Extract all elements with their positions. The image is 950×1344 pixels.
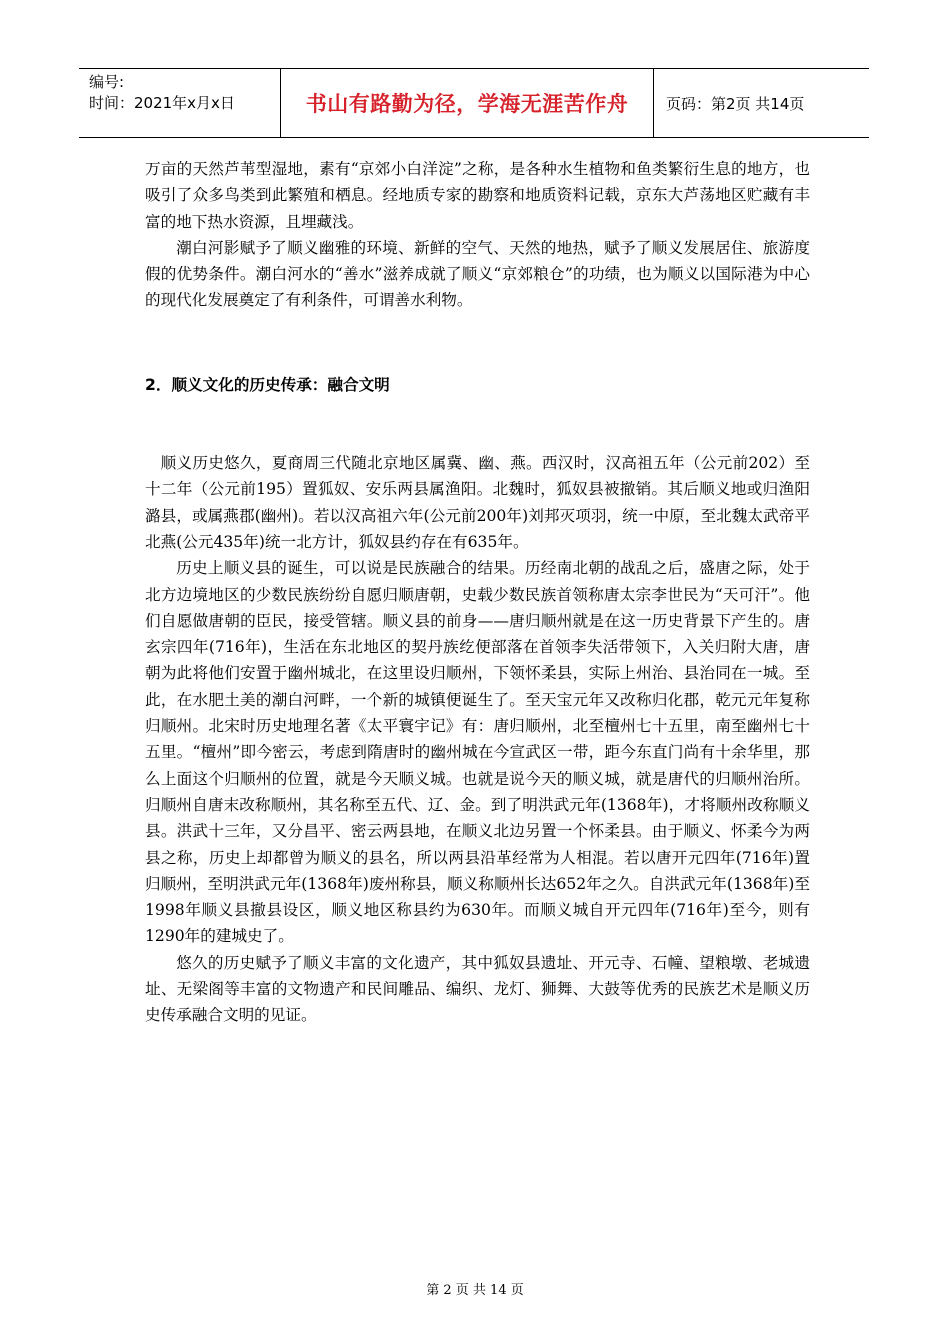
page-header <box>79 68 869 138</box>
header-page-label: 页码：第2页 共14页 <box>666 94 805 113</box>
paragraph-2: 潮白河影赋予了顺义幽雅的环境、新鲜的空气、天然的地热，赋予了顺义发展居住、旅游度假的优势条件。潮白河水的“善水”滋养成就了顺义“京郊粮仓”的功绩，也为顺义以国际港为中心的现代化发展奠定了有利条件，可谓善水利物。 <box>145 238 810 310</box>
paragraph-5: 悠久的历史赋予了顺义丰富的文化遗产，其中狐奴县遗址、开元寺、石幢、望粮墩、老城遗址、无梁阁等丰富的文物遗产和民间雕品、编织、龙灯、狮舞、大鼓等优秀的民族艺术是顺义历史传承融合文明的见证。 <box>145 953 810 1025</box>
paragraph-1: 万亩的天然芦苇型湿地，素有“京郊小白洋淀”之称，是各种水生植物和鱼类繁衍生息的地方，也吸引了众多鸟类到此繁殖和栖息。经地质专家的勘察和地质资料记载，京东大芦荡地区贮藏有丰富的地下热水资源，且埋藏浅。 <box>145 160 810 231</box>
document-body <box>145 156 810 1029</box>
document-time-label: 时间：2021年x月x日 <box>89 94 235 112</box>
paragraph-3: 顺义历史悠久，夏商周三代随北京地区属冀、幽、燕。西汉时，汉高祖五年（公元前202）至十二年（公元前195）置狐奴、安乐两县属渔阳。北魏时，狐奴县被撤销。其后顺义地或归渔阳潞县，或属燕郡(幽州)。若以汉高祖六年(公元前200年)刘邦灭项羽，统一中原，至北魏太武帝平北燕(公元435年)统一北方计，狐奴县约存在有635年。 <box>145 454 810 551</box>
paragraph-4: 历史上顺义县的诞生，可以说是民族融合的结果。历经南北朝的战乱之后，盛唐之际，处于北方边境地区的少数民族纷纷自愿归顺唐朝，史载少数民族首领称唐太宗李世民为“天可汗”。他们自愿做唐朝的臣民，接受管辖。顺义县的前身——唐归顺州就是在这一历史背景下产生的。唐玄宗四年(716年)，生活在东北地区的契丹族纥便部落在首领李失活带领下，入关归附大唐，唐朝为此将他们安置于幽州城北，在这里设归顺州，下领怀柔县，实际上州治、县治同在一城。至此，在水肥土美的潮白河畔，一个新的城镇便诞生了。至天宝元年又改称归化郡，乾元元年复称归顺州。北宋时历史地理名著《太平寰宇记》有：唐归顺州，北至檀州七十五里，南至幽州七十五里。“檀州”即今密云，考虑到隋唐时的幽州城在今宣武区一带，距今东直门尚有十余华里，那么上面这个归顺州的位置，就是今天顺义城。也就是说今天的顺义城，就是唐代的归顺州治所。归顺州自唐末改称顺州，其名称至五代、辽、金。到了明洪武元年(1368年)，才将顺州改称顺义县。洪武十三年，又分昌平、密云两县地，在顺义北边另置一个怀柔县。由于顺义、怀柔今为两县之称，历史上却都曾为顺义的县名，所以两县沿革经常为人相混。若以唐开元四年(716年)置归顺州，至明洪武元年(1368年)废州称县，顺义称顺州长达652年之久。自洪武元年(1368年)至1998年顺义县撤县设区，顺义地区称县约为630年。而顺义城自开元四年(716年)至今，则有1290年的建城史了。 <box>145 559 810 946</box>
page-footer: 第 2 页 共 14 页 <box>426 1283 524 1298</box>
header-motto: 书山有路勤为径，学海无涯苦作舟 <box>281 69 654 137</box>
document-number-label: 编号: <box>89 73 125 91</box>
header-meta <box>79 69 281 137</box>
section-heading: 2．顺义文化的历史传承：融合文明 <box>145 375 390 394</box>
